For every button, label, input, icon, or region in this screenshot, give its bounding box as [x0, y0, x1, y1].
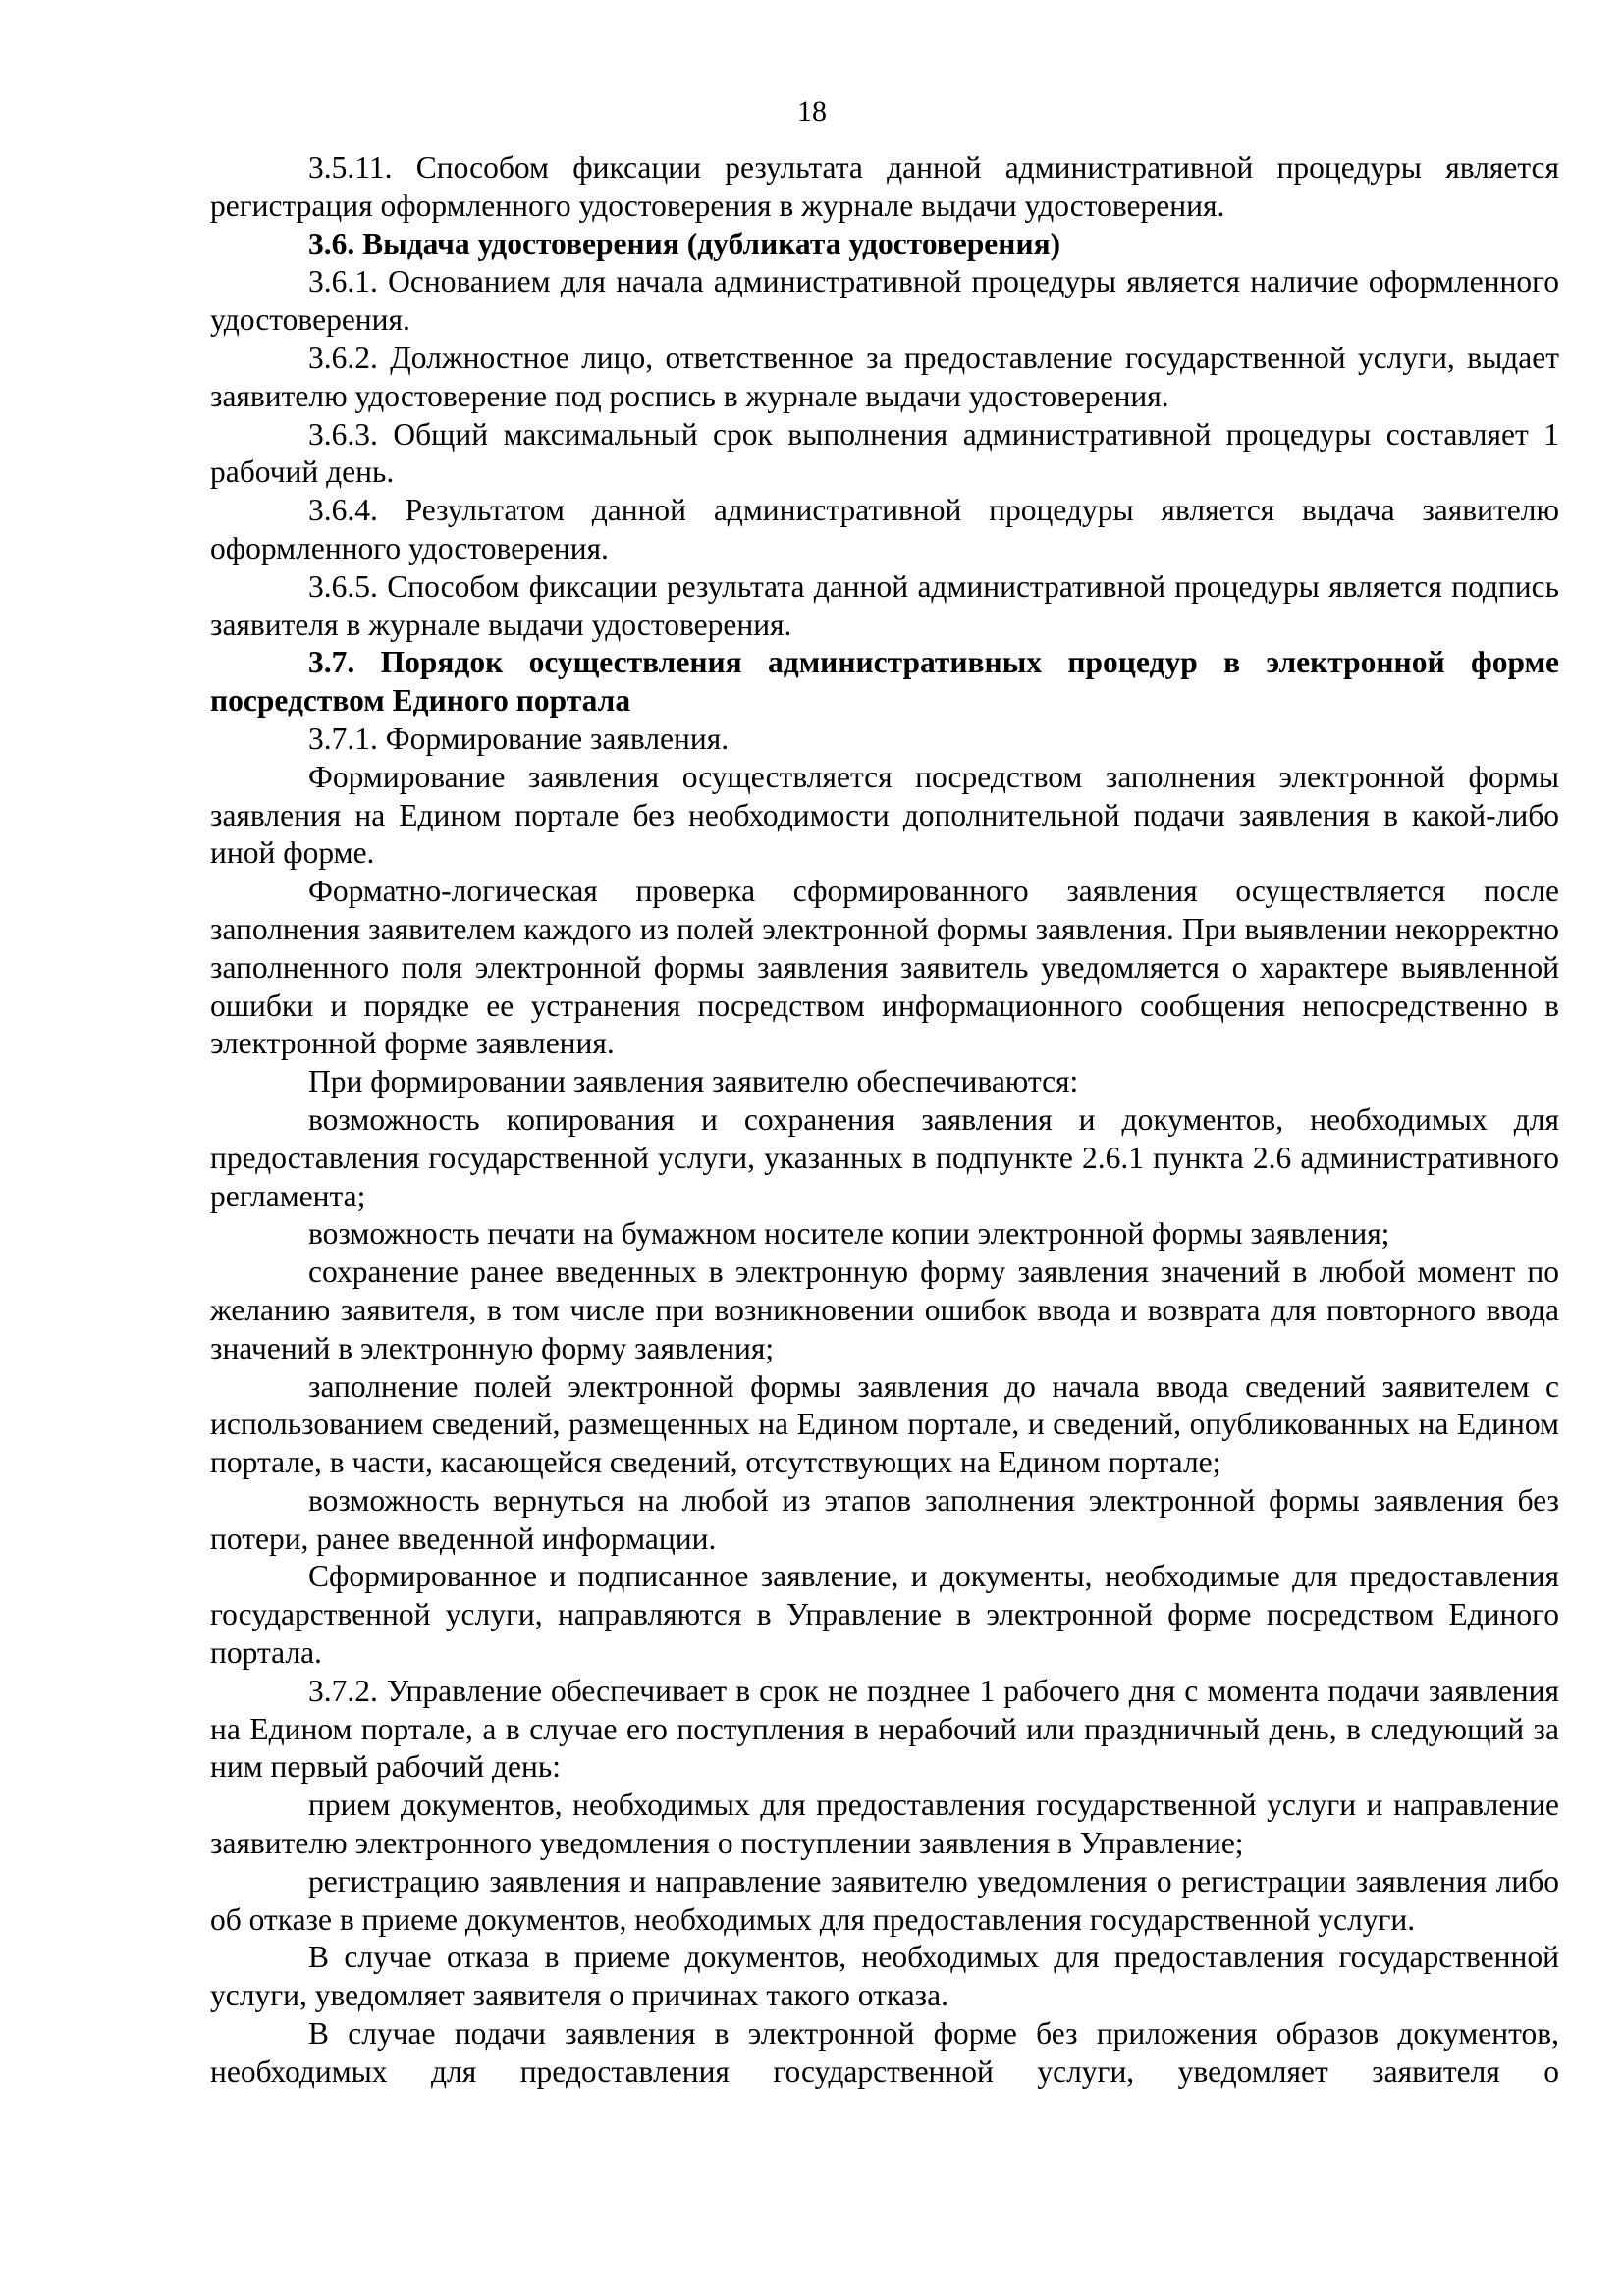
section-heading-3-7: 3.7. Порядок осуществления административных процедур в электронной форме посредством Единого портала — [210, 645, 1559, 719]
paragraph-3-6-1: 3.6.1. Основанием для начала административной процедуры является наличие оформленного удостоверения. — [210, 264, 1559, 338]
list-item: регистрацию заявления и направление заявителю уведомления о регистрации заявления либо об отказе в приеме документов, необходимых для предоставления государственной услуги. — [210, 1863, 1559, 1937]
paragraph-3-6-3: 3.6.3. Общий максимальный срок выполнения административной процедуры составляет 1 рабочий день. — [210, 416, 1559, 490]
paragraph-3-7-1: 3.7.1. Формирование заявления. — [308, 721, 730, 756]
section-heading-3-6: 3.6. Выдача удостоверения (дубликата удостоверения) — [308, 226, 1061, 261]
paragraph-3-5-11: 3.5.11. Способом фиксации результата данной административной процедуры является регистрация оформленного удостоверения в журнале выдачи удостоверения. — [210, 150, 1559, 223]
paragraph: Сформированное и подписанное заявление, и документы, необходимые для предоставления государственной услуги, направляются в Управление в электронной форме посредством Единого портала. — [210, 1559, 1559, 1671]
paragraph: Форматно-логическая проверка сформированного заявления осуществляется после заполнения заявителем каждого из полей электронной формы заявления. При выявлении некорректно заполненного поля электронной формы заявления заявитель уведомляется о характере выявленной ошибки и порядке ее устранения посредством информационного сообщения непосредственно в электронной форме заявления. — [210, 874, 1559, 1061]
paragraph-3-7-2: 3.7.2. Управление обеспечивает в срок не позднее 1 рабочего дня с момента подачи заявления на Едином портале, а в случае его поступления в нерабочий или праздничный день, в следующий за ним первый рабочий день: — [210, 1673, 1559, 1785]
page-number: 18 — [797, 95, 827, 128]
paragraph-3-6-5: 3.6.5. Способом фиксации результата данной административной процедуры является подпись заявителя в журнале выдачи удостоверения. — [210, 568, 1559, 642]
list-item: возможность печати на бумажном носителе копии электронной формы заявления; — [308, 1216, 1390, 1252]
list-item: возможность вернуться на любой из этапов заполнения электронной формы заявления без потери, ранее введенной информации. — [210, 1482, 1559, 1556]
list-item: возможность копирования и сохранения заявления и документов, необходимых для предоставления государственной услуги, указанных в подпункте 2.6.1 пункта 2.6 административного регламента; — [210, 1101, 1559, 1213]
list-item: заполнение полей электронной формы заявления до начала ввода сведений заявителем с использованием сведений, размещенных на Едином портале, и сведений, опубликованных на Едином портале, в части, касающейся сведений, отсутствующих на Едином портале; — [210, 1368, 1559, 1480]
paragraph: При формировании заявления заявителю обеспечиваются: — [308, 1064, 1079, 1099]
paragraph: В случае отказа в приеме документов, необходимых для предоставления государственной услуги, уведомляет заявителя о причинах такого отказа. — [210, 1940, 1559, 2013]
document-body — [210, 149, 1559, 2092]
paragraph-3-6-4: 3.6.4. Результатом данной административной процедуры является выдача заявителю оформленного удостоверения. — [210, 493, 1559, 565]
paragraph: Формирование заявления осуществляется посредством заполнения электронной формы заявления на Едином портале без необходимости дополнительной подачи заявления в какой-либо иной форме. — [210, 759, 1559, 871]
paragraph: В случае подачи заявления в электронной форме без приложения образов документов, необходимых для предоставления государственной услуги, уведомляет заявителя о — [210, 2016, 1559, 2089]
paragraph-3-6-2: 3.6.2. Должностное лицо, ответственное за предоставление государственной услуги, выдает заявителю удостоверение под роспись в журнале выдачи удостоверения. — [210, 340, 1559, 413]
list-item: сохранение ранее введенных в электронную форму заявления значений в любой момент по желанию заявителя, в том числе при возникновении ошибок ввода и возврата для повторного ввода значений в электронную форму заявления; — [210, 1255, 1559, 1365]
list-item: прием документов, необходимых для предоставления государственной услуги и направление заявителю электронного уведомления о поступлении заявления в Управление; — [210, 1788, 1559, 1861]
